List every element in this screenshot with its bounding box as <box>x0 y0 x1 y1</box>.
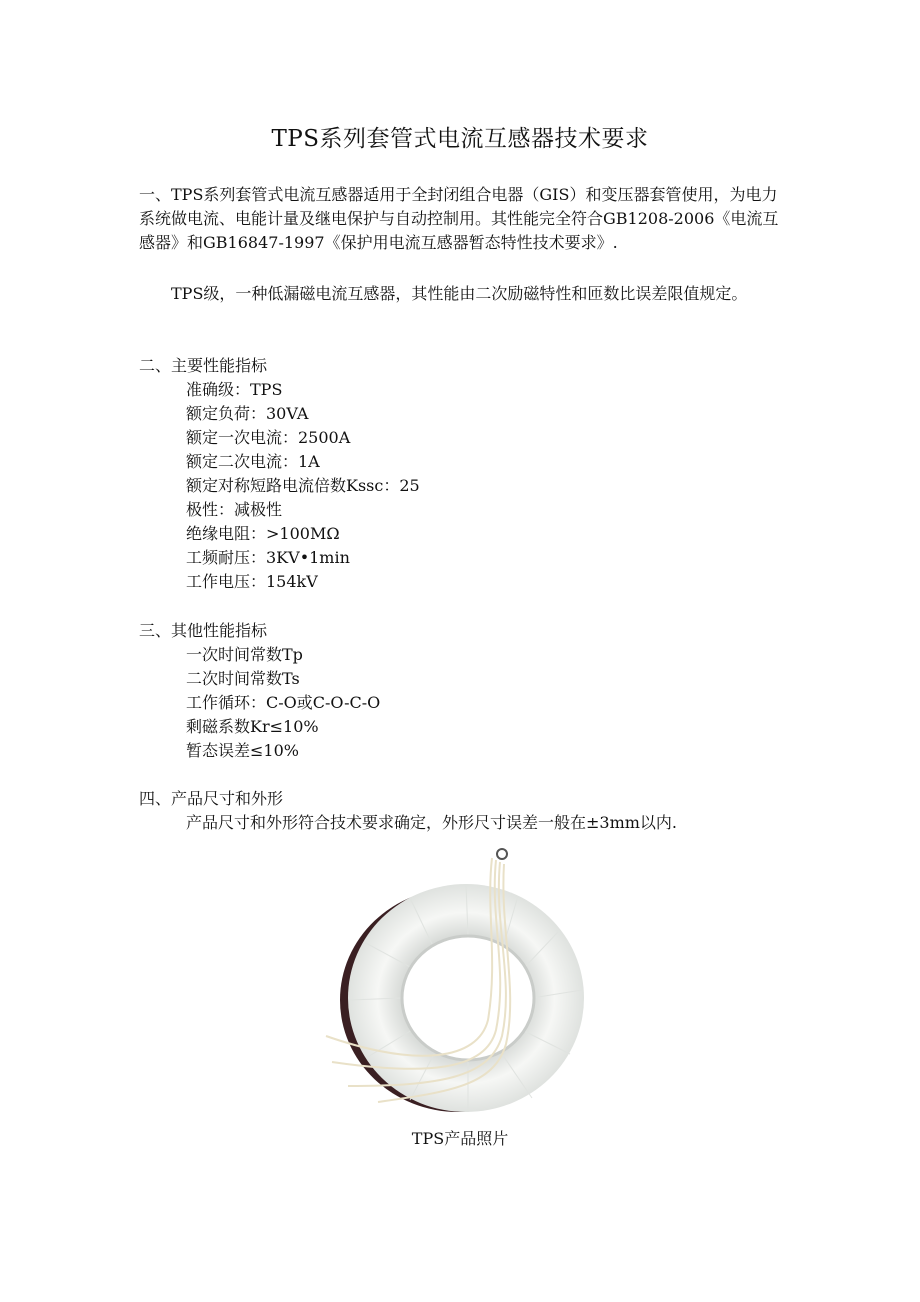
spec-accuracy-class: 准确级：TPS <box>186 380 283 399</box>
other-spec-list <box>186 643 380 763</box>
spec-power-frequency-withstand: 工频耐压：3KV•1min <box>186 548 350 567</box>
spec-remanence-factor: 剩磁系数Kr≤10% <box>186 717 319 736</box>
product-photo <box>318 840 608 1130</box>
section2-heading: 二、主要性能指标 <box>139 356 268 375</box>
document-title: TPS系列套管式电流互感器技术要求 <box>271 126 649 152</box>
section3-heading: 三、其他性能指标 <box>139 621 268 640</box>
spec-primary-time-constant: 一次时间常数Tp <box>186 645 303 664</box>
spec-rated-primary-current: 额定一次电流：2500A <box>186 428 351 447</box>
section1-tps-definition: TPS级，一种低漏磁电流互感器，其性能由二次励磁特性和匝数比误差限值规定。 <box>171 284 748 303</box>
photo-caption: TPS产品照片 <box>411 1129 509 1148</box>
spec-transient-error: 暂态误差≤10% <box>186 741 299 760</box>
spec-polarity: 极性：减极性 <box>186 500 283 519</box>
section4-text: 产品尺寸和外形符合技术要求确定，外形尺寸误差一般在±3mm以内. <box>186 813 678 832</box>
spec-rated-secondary-current: 额定二次电流：1A <box>186 452 320 471</box>
spec-short-circuit-factor: 额定对称短路电流倍数Kssc：25 <box>186 476 420 495</box>
spec-rated-burden: 额定负荷：30VA <box>186 404 309 423</box>
ring-inner-hole <box>402 936 534 1060</box>
spec-duty-cycle: 工作循环：C-O或C-O-C-O <box>186 693 381 712</box>
terminal-connector-icon <box>497 849 507 859</box>
main-spec-list <box>186 378 420 594</box>
spec-secondary-time-constant: 二次时间常数Ts <box>186 669 300 688</box>
spec-insulation-resistance: 绝缘电阻：>100MΩ <box>186 524 340 543</box>
spec-working-voltage: 工作电压：154kV <box>186 572 318 591</box>
section1-paragraph: 一、TPS系列套管式电流互感器适用于全封闭组合电器（GIS）和变压器套管使用，为电力系统做电流、电能计量及继电保护与自动控制用。其性能完全符合GB1208-2006《电流互感器》和GB16847-1997《保护用电流互感器暂态特性技术要求》. <box>139 185 779 252</box>
section4-heading: 四、产品尺寸和外形 <box>139 789 284 808</box>
